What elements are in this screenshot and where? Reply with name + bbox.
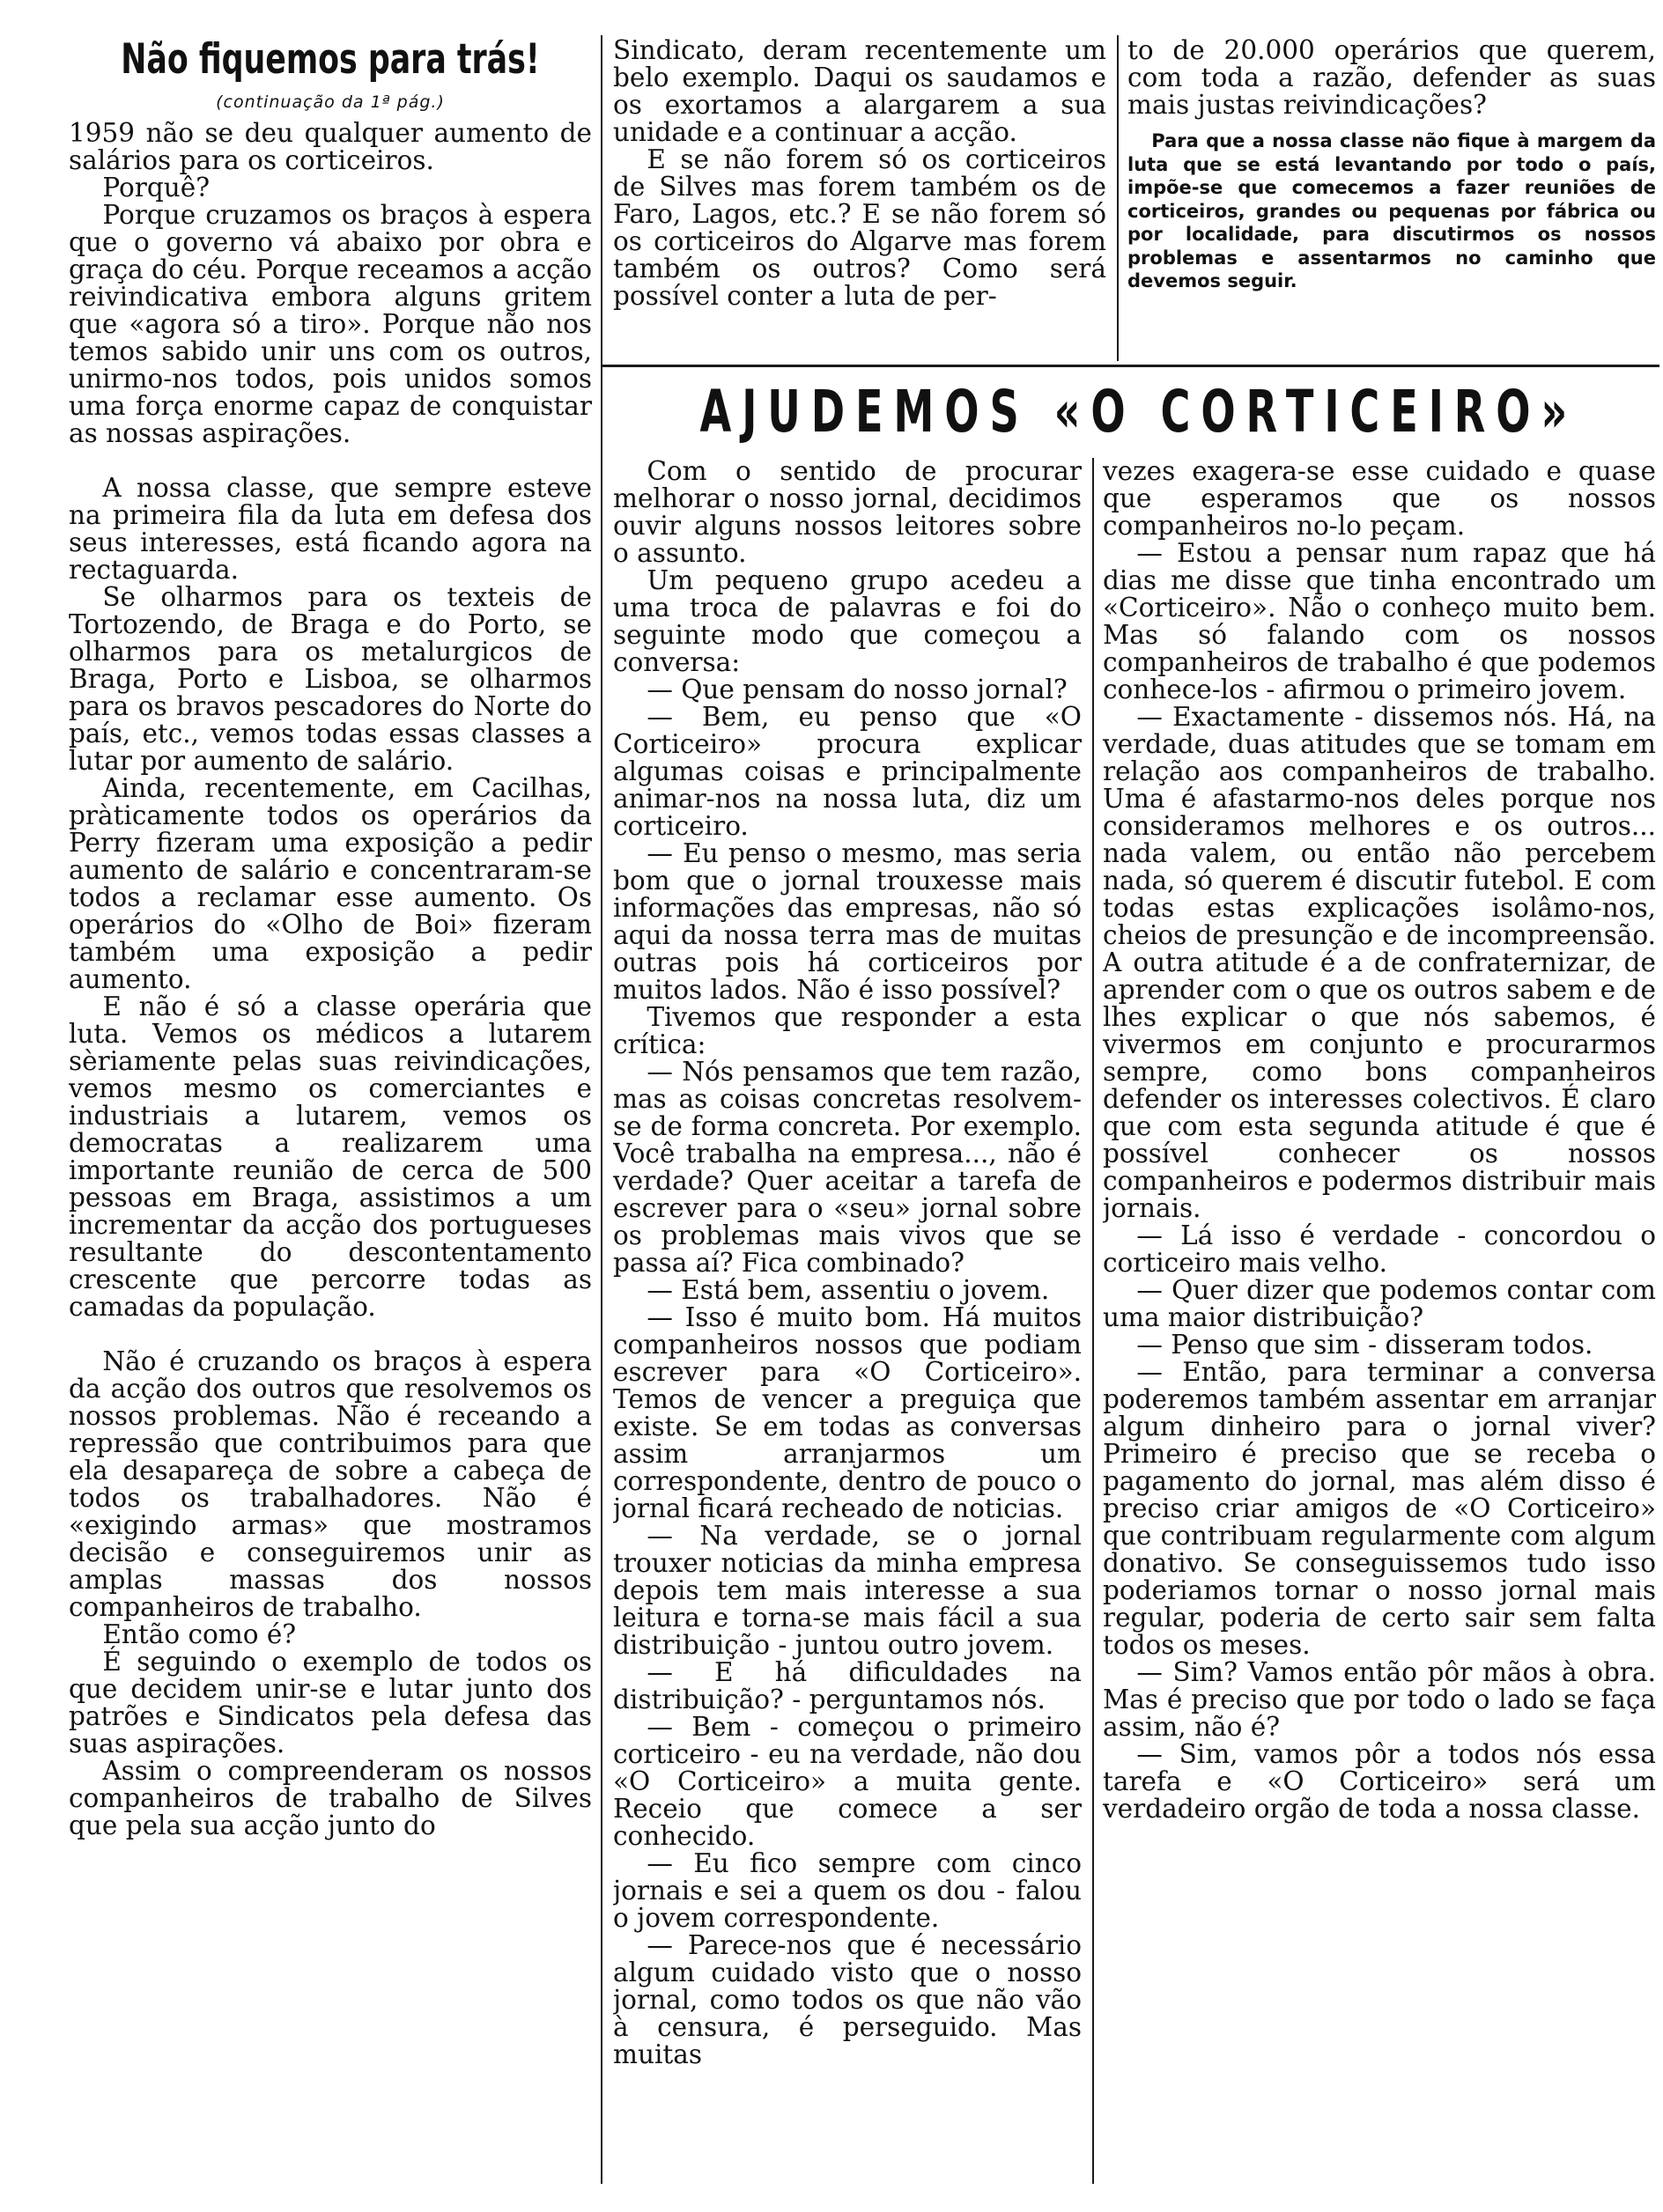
paragraph: — Parece-nos que é necessário algum cuidado visto que o nosso jornal, como todos os que não vão à censura, é perseguido. Mas muitas xyxy=(613,1930,1082,2069)
paragraph: Ainda, recentemente, em Cacilhas, pràticamente todos os operários da Perry fizeram uma exposição a pedir aumento de salário e concentraram-se todos a reclamar esse aumento. Os operários do «Olho de Boi» fizeram também uma exposição a pedir aumento. xyxy=(69,773,592,994)
call-to-action-box xyxy=(1127,129,1656,293)
main-article-title-banner xyxy=(617,368,1660,454)
paragraph: — Sim, vamos pôr a todos nós essa tarefa e «O Corticeiro» será um verdadeiro orgão de toda a nossa classe. xyxy=(1103,1739,1656,1824)
paragraph: Um pequeno grupo acedeu a uma troca de palavras e foi do seguinte modo que começou a conversa: xyxy=(613,565,1082,677)
paragraph: É seguindo o exemplo de todos os que decidem unir-se e lutar junto dos patrões e Sindicatos pela defesa das suas aspirações. xyxy=(69,1647,592,1759)
banner-top-rule xyxy=(602,365,1659,367)
paragraph: Tivemos que responder a esta crítica: xyxy=(613,1002,1082,1059)
paragraph: — Isso é muito bom. Há muitos companheiros nossos que podiam escrever para «O Corticeiro». Temos de vencer a preguiça que existe. Se em todas as conversas assim arranjarmos um correspondente, dentro de pouco o jornal ficará recheado de noticias. xyxy=(613,1302,1082,1523)
paragraph: to de 20.000 operários que querem, com toda a razão, defender as suas mais justas reivindicações? xyxy=(1127,37,1656,120)
paragraph: — Eu penso o mesmo, mas seria bom que o jornal trouxesse mais informações das empresas, não só aqui da nossa terra mas de muitas outras pois há corticeiros por muitos lados. Não é isso possível? xyxy=(613,838,1082,1005)
paragraph: — Nós pensamos que tem razão, mas as coisas concretas resolvem-se de forma concreta. Por exemplo. Você trabalha na empresa..., não é verdade? Quer aceitar a tarefa de escrever para o «seu» jornal sobre os problemas mais vivos que se passa aí? Fica combinado? xyxy=(613,1057,1082,1278)
paragraph: E se não forem só os corticeiros de Silves mas forem também os de Faro, Lagos, etc.? E se não forem só os corticeiros do Algarve mas forem também os outros? Como será possível conter a luta de per- xyxy=(613,144,1106,311)
paragraph: — Exactamente - dissemos nós. Há, na verdade, duas atitudes que se tomam em relação aos companheiros de trabalho. Uma é afastarmo-nos deles porque nos consideramos melhores e os outros... nada valem, ou então não percebem nada, só querem é discutir futebol. E com todas estas explicações isolâmo-nos, cheios de presunção e de incompreensão. A outra atitude é a de confraternizar, de aprender com o que os outros sabem e de lhes explicar o que nós sabemos, é vivermos em conjunto e procurarmos sempre, como bons companheiros defender os interesses colectivos. É claro que com esta segunda atitude é que é possível conhecer os nossos companheiros e podermos distribuir mais jornais. xyxy=(1103,702,1656,1223)
paragraph: — Então, para terminar a conversa poderemos também assentar em arranjar algum dinheiro para o jornal viver? Primeiro é preciso que se receba o pagamento do jornal, mas além disso é preciso criar amigos de «O Corticeiro» que contribuam regularmente com algum donativo. Se conseguissemos tudo isso poderiamos tornar o nosso jornal mais regular, poderia de certo sair sem falta todos os meses. xyxy=(1103,1357,1656,1660)
main-article-column-1 xyxy=(613,458,1082,2184)
call-to-action: Para que a nossa classe não fique à margem da luta que se está levantando por todo o país, impõe-se que comecemos a fazer reuniões de corticeiros, grandes ou pequenas por fábrica ou por localidade, para discutirmos os nossos problemas e assentarmos no caminho que devemos seguir. xyxy=(1127,130,1656,291)
paragraph: — Quer dizer que podemos contar com uma maior distribuição? xyxy=(1103,1275,1656,1332)
left-article-title: Não fiquemos para trás! xyxy=(121,35,540,84)
left-article xyxy=(69,35,592,2184)
middle-top-continuation xyxy=(613,37,1106,363)
paragraph: — Que pensam do nosso jornal? xyxy=(647,675,1068,704)
column-rule-lower-right xyxy=(1092,458,1094,2184)
paragraph: — Eu fico sempre com cinco jornais e sei a quem os dou - falou o jovem correspondente. xyxy=(613,1848,1082,1933)
paragraph: Não é cruzando os braços à espera da acção dos outros que resolvemos os nossos problemas. Não é receando a repressão que contribuimos para que ela desapareça de sobre a cabeça de todos os trabalhadores. Não é «exigindo armas» que mostramos decisão e conseguiremos unir as amplas massas dos nossos companheiros de trabalho. xyxy=(69,1346,592,1622)
main-article-column-2 xyxy=(1103,458,1656,2184)
column-rule-upper-right xyxy=(1117,35,1119,361)
paragraph: — Lá isso é verdade - concordou o corticeiro mais velho. xyxy=(1103,1220,1656,1278)
paragraph: Sindicato, deram recentemente um belo exemplo. Daqui os saudamos e os exortamos a alargarem a sua unidade e a continuar a acção. xyxy=(613,37,1106,147)
main-article-title: AJUDEMOS «O CORTICEIRO» xyxy=(699,377,1578,446)
paragraph: — Bem - começou o primeiro corticeiro - eu na verdade, não dou «O Corticeiro» a muita gente. Receio que comece a ser conhecido. xyxy=(613,1712,1082,1851)
paragraph: vezes exagera-se esse cuidado e quase que esperamos que os nossos companheiros no-lo peçam. xyxy=(1103,458,1656,541)
paragraph: — Sim? Vamos então pôr mãos à obra. Mas é preciso que por todo o lado se faça assim, não é? xyxy=(1103,1657,1656,1742)
paragraph: Porque cruzamos os braços à espera que o governo vá abaixo por obra e graça do céu. Porque receamos a acção reivindicativa embora alguns gritem que «agora só a tiro». Porque não nos temos sabido unir uns com os outros, unirmo-nos todos, pois unidos somos uma força enorme capaz de conquistar as nossas aspirações. xyxy=(69,200,592,448)
right-top-continuation xyxy=(1127,37,1656,363)
paragraph: Assim o compreenderam os nossos companheiros de trabalho de Silves que pela sua acção junto do xyxy=(69,1756,592,1840)
paragraph: — Na verdade, se o jornal trouxer noticias da minha empresa depois tem mais interesse a sua leitura e torna-se mais fácil a sua distribuição - juntou outro jovem. xyxy=(613,1521,1082,1660)
paragraph: E não é só a classe operária que luta. Vemos os médicos a lutarem sèriamente pelas suas reivindicações, vemos mesmo os comerciantes e industriais a lutarem, vemos os democratas a realizarem uma importante reunião de cerca de 500 pessoas em Braga, assistimos a um incrementar da acção dos portugueses resultante do descontentamento crescente que percorre todas as camadas da população. xyxy=(69,992,592,1322)
paragraph: — Está bem, assentiu o jovem. xyxy=(647,1275,1050,1305)
paragraph: — Bem, eu penso que «O Corticeiro» procura explicar algumas coisas e principalmente animar-nos na nossa luta, diz um corticeiro. xyxy=(613,702,1082,841)
paragraph: Com o sentido de procurar melhorar o nosso jornal, decidimos ouvir alguns nossos leitores sobre o assunto. xyxy=(613,458,1082,568)
paragraph: 1959 não se deu qualquer aumento de salários para os corticeiros. xyxy=(69,118,592,175)
paragraph: Se olharmos para os texteis de Tortozendo, de Braga e do Porto, se olharmos para os metalurgicos de Braga, Porto e Lisboa, se olharmos para os bravos pescadores do Norte do país, etc., vemos todas essas classes a lutar por aumento de salário. xyxy=(69,582,592,776)
paragraph: — E há dificuldades na distribuição? - perguntamos nós. xyxy=(613,1657,1082,1714)
column-rule-left xyxy=(601,35,602,2184)
paragraph: A nossa classe, que sempre esteve na primeira fila da luta em defesa dos seus interesses, está ficando agora na rectaguarda. xyxy=(69,473,592,585)
paragraph: Porquê? xyxy=(102,173,211,203)
paragraph: — Penso que sim - disseram todos. xyxy=(1136,1330,1593,1360)
paragraph: — Estou a pensar num rapaz que há dias me disse que tinha encontrado um «Corticeiro». Não o conheço muito bem. Mas só falando com os nossos companheiros de trabalho é que podemos conhece-los - afirmou o primeiro jovem. xyxy=(1103,538,1656,704)
paragraph: Então como é? xyxy=(102,1619,297,1649)
continuation-note: (continuação da 1ª pág.) xyxy=(216,92,445,112)
